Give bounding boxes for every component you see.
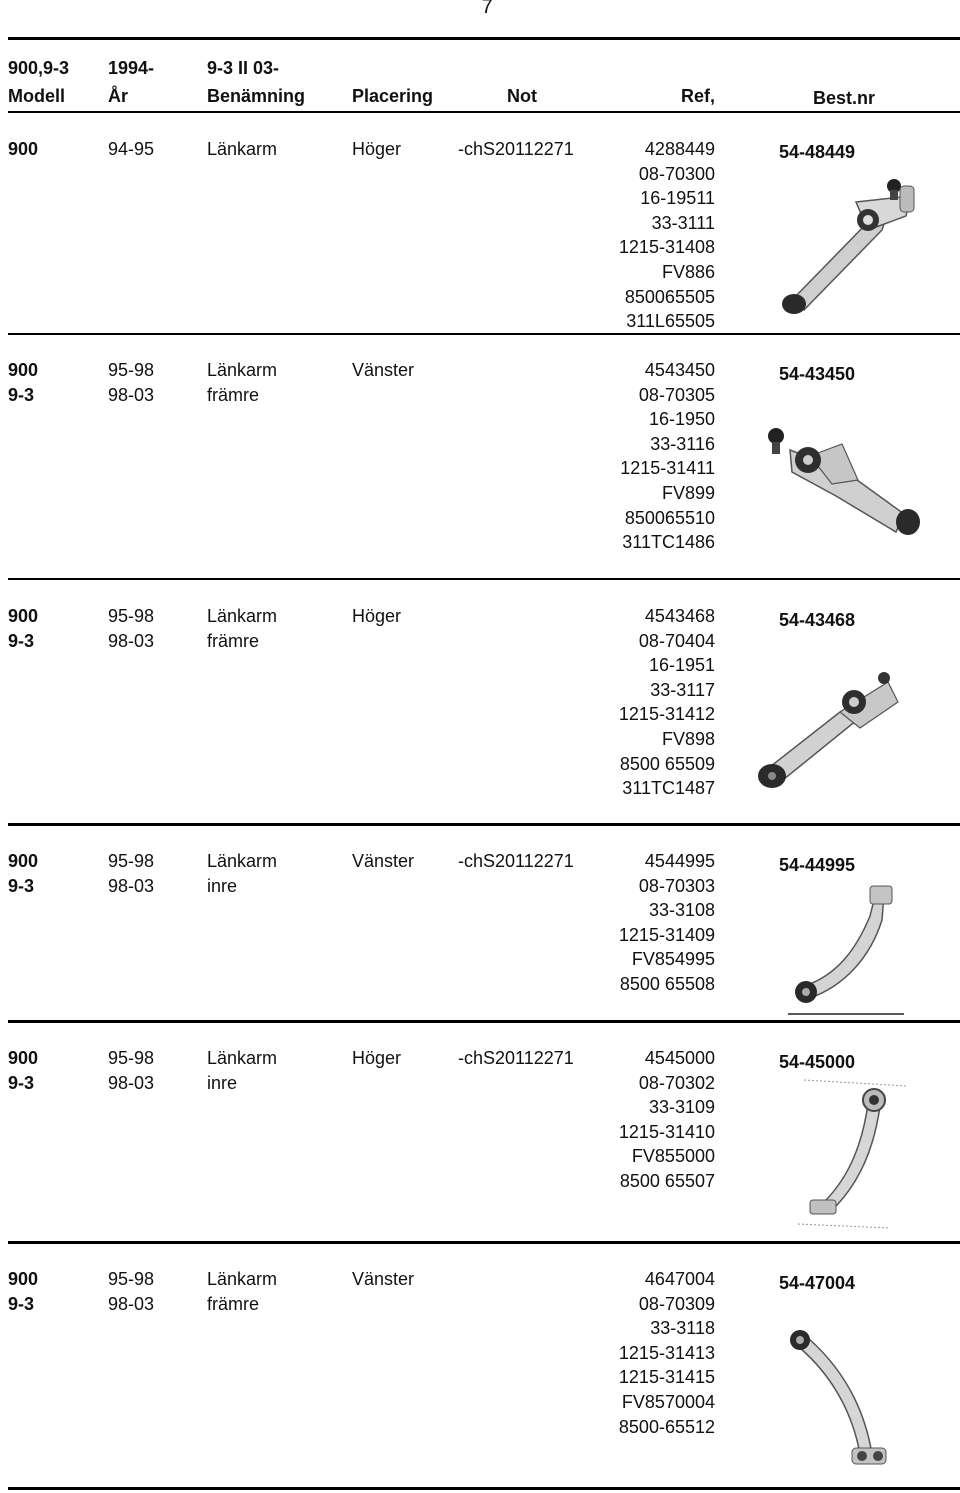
year-value: 98-03	[108, 875, 155, 896]
ref-value: 33-3109	[648, 1097, 715, 1118]
year-value: 95-98	[108, 851, 155, 871]
name-value: Länkarm	[207, 1269, 278, 1289]
ref-value: 08-70404	[638, 630, 715, 651]
header-placement-caption: Placering	[352, 86, 434, 106]
header-name-caption: Benämning	[207, 86, 306, 106]
row-divider	[8, 333, 960, 335]
header-rule	[8, 111, 960, 113]
name-value: Länkarm	[207, 606, 278, 626]
ref-value: 33-3116	[650, 433, 715, 454]
ref-cell	[560, 1267, 715, 1439]
ref-value: 311TC1486	[622, 532, 715, 553]
model-cell	[8, 137, 38, 162]
bottom-rule	[8, 1487, 960, 1490]
row-divider	[8, 1020, 960, 1023]
name-value: Länkarm	[207, 139, 278, 159]
header-year-label: 1994-	[108, 58, 155, 78]
ref-value: 33-3117	[650, 679, 715, 700]
model-value: 9-3	[8, 630, 35, 651]
ref-value: 8500 65509	[619, 753, 715, 774]
year-value: 95-98	[108, 1048, 155, 1068]
bestnr-cell: 54-45000	[779, 1052, 856, 1072]
ref-cell	[560, 358, 715, 555]
control-arm-straight-image	[770, 172, 930, 322]
year-value: 95-98	[108, 1269, 155, 1289]
header-name-label: 9-3 II 03-	[207, 58, 280, 78]
name-value: främre	[207, 384, 260, 405]
year-cell	[108, 604, 154, 653]
ref-cell	[560, 849, 715, 997]
control-arm-triangle-image	[750, 422, 930, 547]
ref-value: 1215-31409	[618, 924, 715, 945]
model-cell	[8, 604, 38, 653]
ref-value: 08-70305	[638, 384, 715, 405]
name-value: Länkarm	[207, 360, 278, 380]
note-cell: -chS20112271	[458, 139, 574, 159]
ref-value: 33-3108	[648, 900, 715, 921]
ref-value: 16-1951	[648, 655, 715, 676]
ref-value: 1215-31410	[618, 1121, 715, 1142]
model-cell	[8, 849, 38, 898]
name-cell	[207, 358, 277, 407]
year-value: 98-03	[108, 1293, 155, 1314]
year-cell	[108, 358, 154, 407]
placement-cell: Höger	[352, 606, 402, 626]
ref-value: 16-19511	[640, 188, 715, 209]
year-value: 94-95	[108, 139, 155, 159]
page-number: 7	[481, 0, 493, 18]
ref-value: 4288449	[644, 139, 715, 159]
ref-value: 1215-31408	[618, 237, 715, 258]
placement-cell: Höger	[352, 139, 402, 159]
bestnr-cell: 54-43468	[779, 610, 856, 630]
ref-value: 4543450	[644, 360, 715, 380]
ref-value: 1215-31413	[618, 1342, 715, 1363]
ref-value: 1215-31412	[618, 704, 715, 725]
ref-value: FV899	[661, 482, 715, 503]
ref-value: 311TC1487	[622, 778, 715, 799]
ref-value: 850065510	[624, 507, 715, 528]
ref-value: 311L65505	[626, 311, 715, 332]
model-value: 900	[8, 139, 39, 159]
name-cell	[207, 604, 277, 653]
ref-value: 4545000	[644, 1048, 715, 1068]
model-value: 900	[8, 851, 39, 871]
model-cell	[8, 1046, 38, 1095]
name-value: främre	[207, 1293, 260, 1314]
ref-value: 8500-65512	[618, 1416, 715, 1437]
name-value: Länkarm	[207, 1048, 278, 1068]
name-cell	[207, 137, 277, 162]
name-value: inre	[207, 1072, 238, 1093]
model-value: 9-3	[8, 875, 35, 896]
control-arm-curved-vertical-image	[794, 1076, 914, 1232]
note-cell: -chS20112271	[458, 1048, 574, 1068]
ref-value: FV854995	[631, 949, 715, 970]
model-value: 900	[8, 360, 39, 380]
row-divider	[8, 1241, 960, 1244]
model-value: 9-3	[8, 1072, 35, 1093]
model-value: 9-3	[8, 384, 35, 405]
year-value: 95-98	[108, 360, 155, 380]
model-value: 900	[8, 1269, 39, 1289]
placement-cell: Vänster	[352, 360, 415, 380]
year-cell	[108, 1046, 154, 1095]
ref-value: 8500 65508	[619, 973, 715, 994]
name-value: inre	[207, 875, 238, 896]
name-value: Länkarm	[207, 851, 278, 871]
model-value: 9-3	[8, 1293, 35, 1314]
model-cell	[8, 358, 38, 407]
model-value: 900	[8, 606, 39, 626]
ref-value: 4647004	[644, 1269, 715, 1289]
bestnr-cell: 54-43450	[779, 364, 856, 384]
ref-cell	[560, 137, 715, 334]
note-cell: -chS20112271	[458, 851, 574, 871]
ref-value: FV898	[661, 728, 715, 749]
bestnr-cell: 54-47004	[779, 1273, 856, 1293]
header-model-label: 900,9-3	[8, 58, 70, 78]
header-year-caption: År	[108, 86, 129, 106]
ref-value: 4544995	[644, 851, 715, 871]
ref-value: 1215-31415	[618, 1367, 715, 1388]
ref-value: FV886	[661, 261, 715, 282]
ref-value: 33-3111	[651, 212, 715, 233]
header-ref-caption: Ref,	[680, 86, 715, 106]
ref-value: 08-70302	[638, 1072, 715, 1093]
header-bestnr-caption: Best.nr	[813, 88, 876, 108]
model-value: 900	[8, 1048, 39, 1068]
header-model-caption: Modell	[8, 86, 65, 106]
name-value: främre	[207, 630, 260, 651]
ref-cell	[560, 604, 715, 801]
year-cell	[108, 137, 154, 162]
control-arm-long-image	[782, 1322, 902, 1472]
placement-cell: Vänster	[352, 851, 415, 871]
ref-value: 08-70300	[638, 163, 715, 184]
ref-cell	[560, 1046, 715, 1194]
control-arm-curved-image	[784, 880, 914, 1016]
ref-value: 8500 65507	[619, 1170, 715, 1191]
control-arm-triangle-right-image	[748, 668, 908, 798]
ref-value: 850065505	[624, 286, 715, 307]
name-cell	[207, 1267, 277, 1316]
ref-value: FV855000	[631, 1146, 715, 1167]
row-divider	[8, 823, 960, 826]
bestnr-cell: 54-44995	[779, 855, 856, 875]
row-divider	[8, 578, 960, 580]
year-cell	[108, 849, 154, 898]
model-cell	[8, 1267, 38, 1316]
ref-value: FV8570004	[621, 1391, 715, 1412]
ref-value: 4543468	[644, 606, 715, 626]
year-value: 98-03	[108, 384, 155, 405]
name-cell	[207, 1046, 277, 1095]
ref-value: 1215-31411	[620, 458, 715, 479]
ref-value: 08-70303	[638, 875, 715, 896]
header-note-caption: Not	[507, 86, 537, 106]
year-value: 95-98	[108, 606, 155, 626]
placement-cell: Vänster	[352, 1269, 415, 1289]
top-rule	[8, 37, 960, 40]
year-value: 98-03	[108, 1072, 155, 1093]
name-cell	[207, 849, 277, 898]
year-value: 98-03	[108, 630, 155, 651]
ref-value: 33-3118	[650, 1318, 715, 1339]
bestnr-cell: 54-48449	[779, 142, 856, 162]
ref-value: 08-70309	[638, 1293, 715, 1314]
ref-value: 16-1950	[648, 409, 715, 430]
year-cell	[108, 1267, 154, 1316]
placement-cell: Höger	[352, 1048, 402, 1068]
